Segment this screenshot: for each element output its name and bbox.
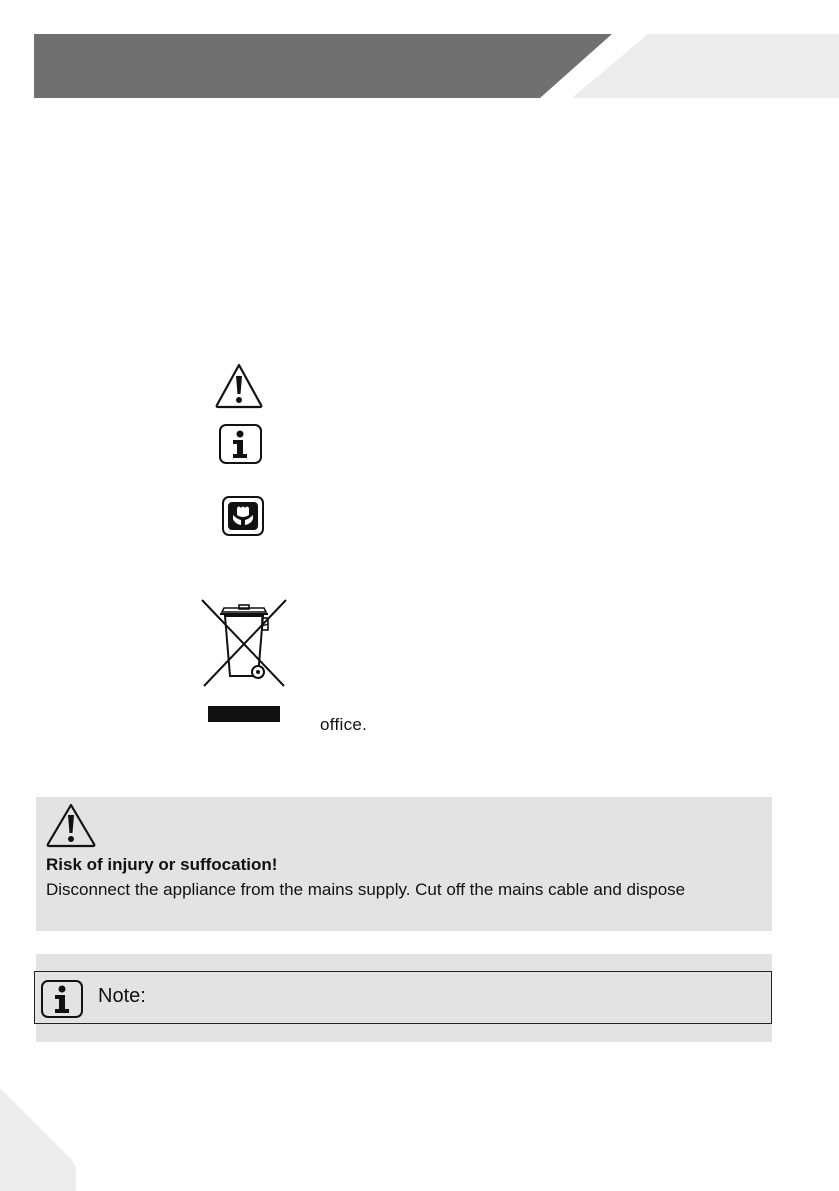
page-corner-tab [0, 1080, 80, 1191]
header-bar [34, 34, 612, 98]
environment-icon [221, 495, 265, 537]
info-icon [40, 979, 84, 1019]
warning-body: Disconnect the appliance from the mains supply. Cut off the mains cable and dispose [46, 880, 686, 899]
warning-triangle-icon [45, 802, 97, 848]
header-banner [0, 0, 839, 110]
info-icon [218, 423, 263, 465]
note-title: Note: [98, 985, 146, 1007]
disposal-office-text: office. [320, 715, 368, 734]
warning-triangle-icon [214, 362, 264, 409]
header-tab [572, 34, 839, 98]
warning-title: Risk of injury or suffocation! [46, 855, 278, 874]
crossed-out-wheelie-bin-icon [196, 596, 292, 724]
